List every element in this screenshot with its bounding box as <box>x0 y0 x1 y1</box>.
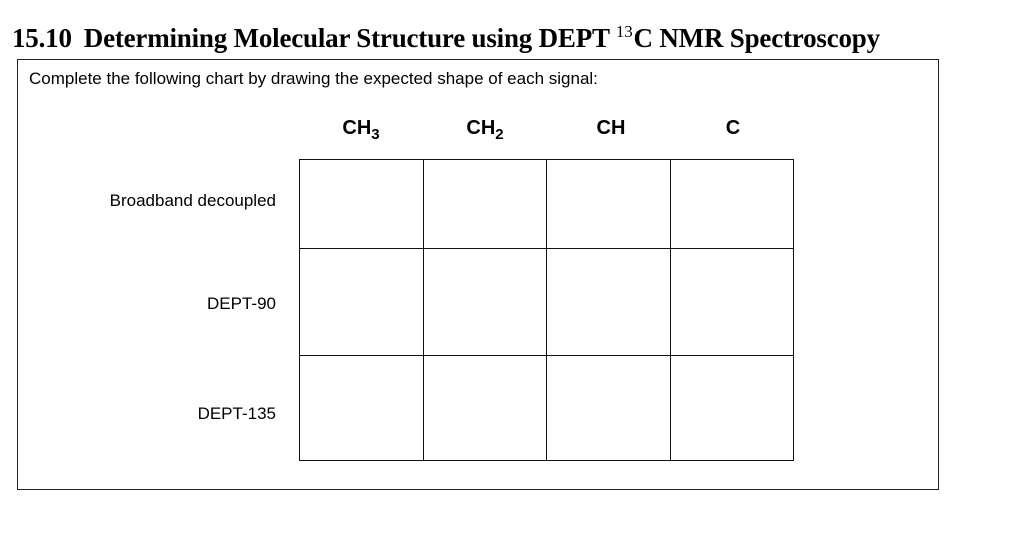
column-header-ch3-subscript: 3 <box>371 126 380 143</box>
column-header-ch-base: CH <box>596 117 626 139</box>
cell-dept90-c[interactable] <box>671 249 794 356</box>
worksheet-box <box>17 59 939 490</box>
section-title-part2: C NMR Spectroscopy <box>633 23 880 53</box>
cell-dept90-ch2[interactable] <box>424 249 547 356</box>
signal-chart-grid <box>299 159 794 461</box>
column-header-c-base: C <box>725 117 741 139</box>
section-title-part1: Determining Molecular Structure using DEPT <box>83 23 610 53</box>
grid-row-broadband <box>300 160 794 249</box>
grid-row-dept90 <box>300 249 794 356</box>
cell-dept135-ch[interactable] <box>547 356 671 461</box>
isotope-superscript: 13 <box>615 22 633 41</box>
cell-dept90-ch3[interactable] <box>300 249 424 356</box>
cell-dept135-ch2[interactable] <box>424 356 547 461</box>
column-header-ch <box>549 117 673 140</box>
cell-dept135-ch3[interactable] <box>300 356 424 461</box>
column-header-c <box>671 117 795 140</box>
cell-broadband-ch3[interactable] <box>300 160 424 249</box>
grid-row-dept135 <box>300 356 794 461</box>
cell-dept90-ch[interactable] <box>547 249 671 356</box>
row-label-broadband: Broadband decoupled <box>109 191 276 210</box>
row-label-dept90: DEPT-90 <box>207 294 276 313</box>
instruction-text: Complete the following chart by drawing the expected shape of each signal: <box>29 69 598 88</box>
cell-broadband-c[interactable] <box>671 160 794 249</box>
cell-dept135-c[interactable] <box>671 356 794 461</box>
cell-broadband-ch2[interactable] <box>424 160 547 249</box>
row-label-dept135: DEPT-135 <box>197 404 276 423</box>
column-header-ch2-subscript: 2 <box>495 126 504 143</box>
section-number: 15.10 <box>12 23 72 53</box>
column-header-ch3 <box>299 117 423 143</box>
column-header-ch2-base: CH <box>466 117 496 139</box>
column-header-ch3-base: CH <box>342 117 372 139</box>
cell-broadband-ch[interactable] <box>547 160 671 249</box>
section-heading <box>12 22 880 54</box>
column-header-ch2 <box>423 117 547 143</box>
